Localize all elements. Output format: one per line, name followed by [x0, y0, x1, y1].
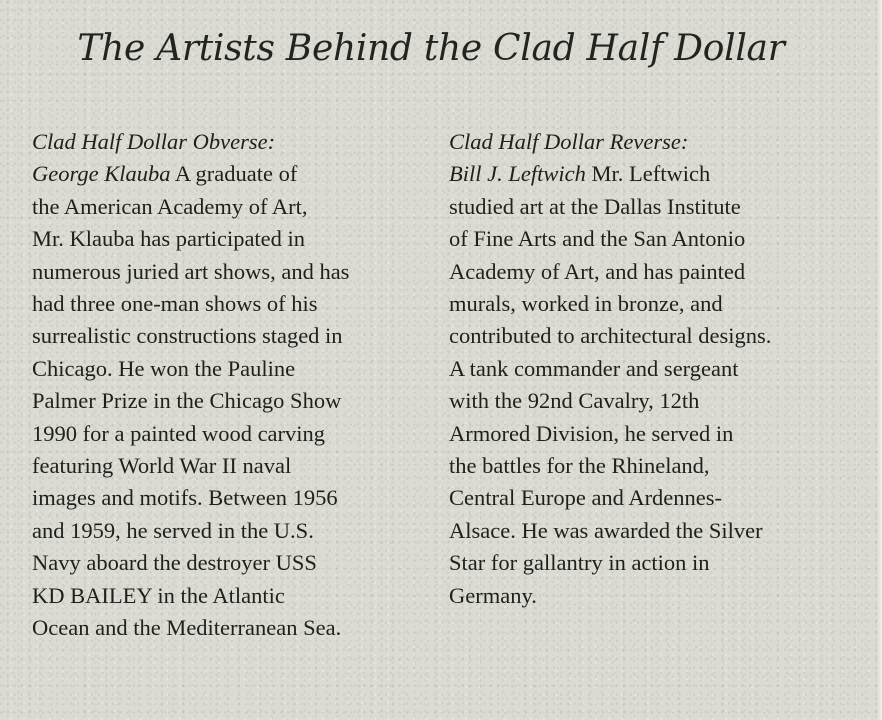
reverse-first-line — [449, 158, 859, 190]
reverse-bio-line: Mr. Leftwich — [585, 161, 711, 187]
obverse-bio-line: 1990 for a painted wood carving — [32, 420, 326, 446]
reverse-bio-line: murals, worked in bronze, and — [449, 291, 723, 317]
reverse-bio-line: contributed to architectural designs. — [449, 323, 772, 349]
obverse-bio-line: Chicago. He won the Pauline — [32, 355, 296, 381]
obverse-bio-line: Palmer Prize in the Chicago Show — [32, 388, 342, 414]
obverse-bio-line: Ocean and the Mediterranean Sea. — [32, 615, 342, 641]
obverse-bio-line: had three one-man shows of his — [32, 291, 318, 317]
obverse-heading: Clad Half Dollar Obverse: — [32, 129, 276, 154]
reverse-bio-line: studied art at the Dallas Institute — [449, 193, 741, 219]
obverse-bio-line: featuring World War II naval — [32, 453, 292, 479]
obverse-bio-line: the American Academy of Art, — [32, 193, 308, 219]
obverse-bio-line: numerous juried art shows, and has — [32, 258, 350, 284]
obverse-bio-line: A graduate of — [170, 161, 298, 187]
reverse-bio-line: Central Europe and Ardennes- — [449, 485, 723, 511]
reverse-bio-line: of Fine Arts and the San Antonio — [449, 226, 746, 252]
obverse-first-line — [32, 158, 424, 190]
reverse-bio-line: Academy of Art, and has painted — [449, 258, 746, 284]
reverse-bio-line: Star for gallantry in action in — [449, 550, 710, 576]
reverse-bio-line: Alsace. He was awarded the Silver — [449, 517, 763, 543]
obverse-bio-line: Navy aboard the destroyer USS — [32, 550, 317, 576]
obverse-artist-column — [32, 126, 424, 645]
page-title: The Artists Behind the Clad Half Dollar — [77, 28, 785, 69]
scan-edge — [876, 0, 882, 720]
reverse-bio-line: A tank commander and sergeant — [449, 355, 739, 381]
obverse-bio-line: and 1959, he served in the U.S. — [32, 517, 314, 543]
obverse-bio-line: images and motifs. Between 1956 — [32, 485, 338, 511]
obverse-bio-line: Mr. Klauba has participated in — [32, 226, 306, 252]
obverse-bio-line: surrealistic constructions staged in — [32, 323, 343, 349]
reverse-bio-line: the battles for the Rhineland, — [449, 453, 710, 479]
reverse-bio-line: Germany. — [449, 582, 537, 608]
obverse-artist-name: George Klauba — [32, 161, 171, 187]
obverse-bio-line: KD BAILEY in the Atlantic — [32, 582, 285, 608]
reverse-artist-name: Bill J. Leftwich — [449, 161, 586, 187]
reverse-bio-line: with the 92nd Cavalry, 12th — [449, 388, 700, 414]
reverse-heading: Clad Half Dollar Reverse: — [449, 129, 689, 154]
reverse-bio-line: Armored Division, he served in — [449, 420, 734, 446]
reverse-artist-column — [449, 126, 859, 612]
